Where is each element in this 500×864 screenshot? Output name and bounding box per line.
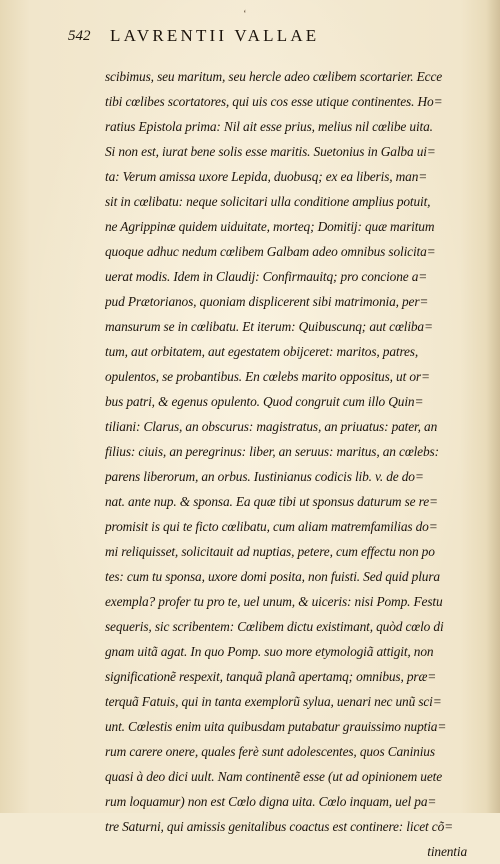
text-line: ta: Verum amissa uxore Lepida, duobusq; ex ea liberis, man= <box>105 169 428 184</box>
text-line: mansurum se in cœlibatu. Et iterum: Quibuscunq; aut cœliba= <box>105 319 433 334</box>
text-line: unt. Cœlestis enim uita quibusdam putabatur grauissimo nuptia= <box>105 719 447 734</box>
running-title: LAVRENTII VALLAE <box>110 26 320 45</box>
text-line: ne Agrippinæ quidem uiduitate, morteq; Domitij: quæ maritum <box>105 219 435 234</box>
text-line: exempla? profer tu pro te, uel unum, & uiceris: nisi Pomp. Festu <box>105 594 443 609</box>
text-line: Si non est, iurat bene solis esse maritis. Suetonius in Galba ui= <box>105 144 436 159</box>
text-line: tre Saturni, qui amissis genitalibus coactus est continere: licet cõ= <box>105 819 454 834</box>
text-line: sit in cœlibatu: neque solicitari ulla conditione amplius potuit, <box>105 194 431 209</box>
catchword: tinentia <box>427 844 467 859</box>
text-line: terquã Fatuis, qui in tanta exemplorũ sylua, uenari nec unũ sci= <box>105 694 442 709</box>
text-line: opulentos, se probantibus. En cœlebs marito oppositus, ut or= <box>105 369 430 384</box>
text-line: tum, aut orbitatem, aut egestatem obijceret: maritos, patres, <box>105 344 419 359</box>
text-line: mi reliquisset, solicitauit ad nuptias, petere, cum effectu non po <box>105 544 435 559</box>
text-line: rum carere onere, quales ferè sunt adolescentes, quos Caninius <box>105 744 435 759</box>
text-line: significationẽ respexit, tanquã planã apertamq; omnibus, præ= <box>105 669 437 684</box>
text-line: uerat modis. Idem in Claudij: Confirmauitq; pro concione a= <box>105 269 428 284</box>
text-line: ratius Epistola prima: Nil ait esse prius, melius nil cœlibe uita. <box>105 119 433 134</box>
text-line: promisit is qui te ficto cœlibatu, cum aliam matremfamilias do= <box>105 519 438 534</box>
page-number: 542 <box>68 28 91 44</box>
text-line: parens liberorum, an orbus. Iustinianus codicis lib. v. de do= <box>105 469 424 484</box>
text-line: tiliani: Clarus, an obscurus: magistratus, an priuatus: pater, an <box>105 419 438 434</box>
text-line: filius: ciuis, an peregrinus: liber, an seruus: maritus, an cœlebs: <box>105 444 439 459</box>
text-line: tibi cœlibes scortatores, qui uis cos esse utique continentes. Ho= <box>105 94 443 109</box>
ink-mark: ʻ <box>243 8 247 20</box>
text-line: quasi à deo dici uult. Nam continentẽ esse (ut ad opinionem uete <box>105 769 443 784</box>
text-line: nat. ante nup. & sponsa. Ea quæ tibi ut sponsus daturum se re= <box>105 494 438 509</box>
text-line: sequeris, sic scribentem: Cœlibem dictu existimant, quòd cœlo di <box>105 619 444 634</box>
text-line: scibimus, seu maritum, seu hercle adeo cœlibem scortarier. Ecce <box>105 69 443 84</box>
page-edge-shadow <box>486 0 500 813</box>
text-line: quoque adhuc nedum cœlibem Galbam adeo omnibus solicita= <box>105 244 436 259</box>
text-line: tes: cum tu sponsa, uxore domi posita, non fuisti. Sed quid plura <box>105 569 440 584</box>
text-line: bus patri, & egenus opulento. Quod congruit cum illo Quin= <box>105 394 424 409</box>
text-line: rum loquamur) non est Cœlo digna uita. Cœlo inquam, uel pa= <box>105 794 437 809</box>
text-line: pud Prætorianos, quoniam displicerent sibi matrimonia, per= <box>105 294 429 309</box>
text-line: gnam uitã agat. In quo Pomp. suo more etymologiã attigit, non <box>105 644 434 659</box>
running-head <box>68 26 428 52</box>
body-text <box>105 64 475 864</box>
